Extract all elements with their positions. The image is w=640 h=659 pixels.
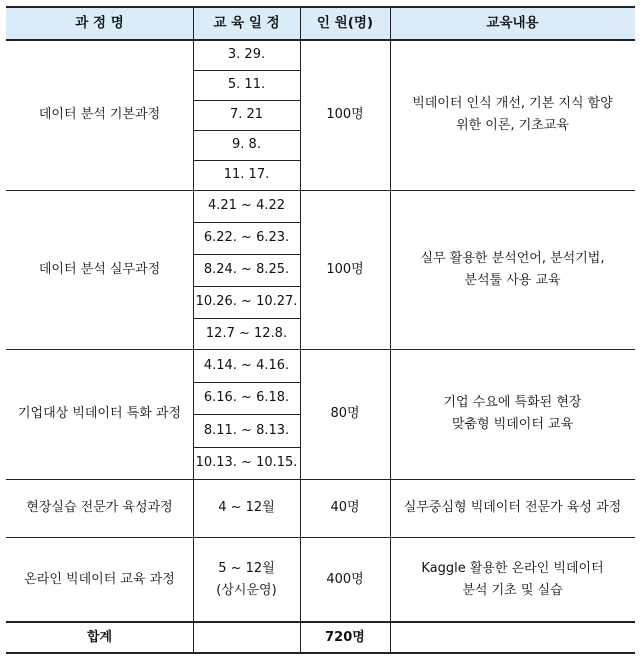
row-divider xyxy=(6,349,635,350)
date-divider xyxy=(193,70,300,71)
schedule-date: 4.21 ~ 4.22 xyxy=(207,198,286,213)
schedule-date xyxy=(193,537,300,622)
headcount: 40명 xyxy=(330,500,360,515)
row-divider xyxy=(6,479,635,480)
date-divider xyxy=(193,414,300,415)
course-name: 데이터 분석 기본과정 xyxy=(38,107,161,122)
date-divider xyxy=(193,318,300,319)
headcount: 80명 xyxy=(330,406,360,421)
course-name: 데이터 분석 실무과정 xyxy=(38,261,161,277)
content-line: 실무 활용한 분석언어, 분석기법, xyxy=(420,250,605,266)
column-divider xyxy=(300,6,301,654)
total-divider xyxy=(6,621,635,623)
schedule-date: 4.14. ~ 4.16. xyxy=(203,357,290,373)
course-content xyxy=(390,40,635,190)
schedule-line: (상시운영) xyxy=(216,582,277,598)
schedule-date: 8.11. ~ 8.13. xyxy=(203,422,290,438)
schedule-line: 5 ~ 12월 xyxy=(218,560,275,576)
date-divider xyxy=(193,447,300,448)
schedule-date: 6.22. ~ 6.23. xyxy=(203,230,290,245)
date-divider xyxy=(193,160,300,161)
date-divider xyxy=(193,222,300,223)
header-course: 과 정 명 xyxy=(6,6,193,40)
date-divider xyxy=(193,100,300,101)
schedule-date: 5. 11. xyxy=(227,77,266,92)
headcount: 400명 xyxy=(326,571,364,587)
schedule-date: 10.13. ~ 10.15. xyxy=(195,455,298,470)
schedule-date: 3. 29. xyxy=(227,47,266,62)
education-schedule-table xyxy=(6,6,635,654)
column-divider xyxy=(193,6,194,654)
schedule-date: 4 ~ 12월 xyxy=(218,500,275,515)
date-divider xyxy=(193,254,300,255)
content-line: 맞춤형 빅데이터 교육 xyxy=(451,417,574,432)
date-divider xyxy=(193,130,300,131)
content-line: 빅데이터 인식 개선, 기본 지식 함양 xyxy=(412,96,613,111)
content-line: 분석툴 사용 교육 xyxy=(464,272,561,288)
header-headcount: 인 원(명) xyxy=(300,6,390,40)
headcount: 100명 xyxy=(326,107,364,122)
headcount: 100명 xyxy=(326,261,364,277)
total-label: 합계 xyxy=(86,630,113,645)
schedule-date: 12.7 ~ 12.8. xyxy=(205,325,288,341)
header-divider xyxy=(6,39,635,41)
course-name: 기업대상 빅데이터 특화 과정 xyxy=(17,406,182,421)
content-line: 기업 수요에 특화된 현장 xyxy=(443,395,582,410)
course-name: 현장실습 전문가 육성과정 xyxy=(26,500,173,515)
course-content xyxy=(390,537,635,622)
schedule-date: 11. 17. xyxy=(223,167,270,182)
header-content: 교육내용 xyxy=(390,6,635,40)
date-divider xyxy=(193,382,300,383)
column-divider xyxy=(390,6,391,654)
total-headcount: 720명 xyxy=(325,630,365,645)
content-line: Kaggle 활용한 온라인 빅데이터 xyxy=(421,560,604,576)
content-line: 분석 기초 및 실습 xyxy=(462,582,563,598)
course-content xyxy=(390,190,635,349)
date-divider xyxy=(193,286,300,287)
course-content: 실무중심형 빅데이터 전문가 육성 과정 xyxy=(403,500,622,515)
row-divider xyxy=(6,190,635,191)
table-border-top xyxy=(6,6,635,8)
total-dates-empty xyxy=(193,622,300,654)
course-name: 온라인 빅데이터 교육 과정 xyxy=(24,571,175,587)
table-border-bottom xyxy=(6,652,635,654)
schedule-date: 10.26. ~ 10.27. xyxy=(195,294,298,309)
schedule-date: 9. 8. xyxy=(232,137,261,152)
content-line: 위한 이론, 기초교육 xyxy=(456,118,569,133)
row-divider xyxy=(6,537,635,538)
schedule-date: 7. 21 xyxy=(229,107,264,122)
course-content xyxy=(390,349,635,479)
header-dates: 교 육 일 정 xyxy=(193,6,300,40)
total-content-empty xyxy=(390,622,635,654)
schedule-date: 6.16. ~ 6.18. xyxy=(203,390,290,405)
schedule-date: 8.24. ~ 8.25. xyxy=(203,262,290,277)
